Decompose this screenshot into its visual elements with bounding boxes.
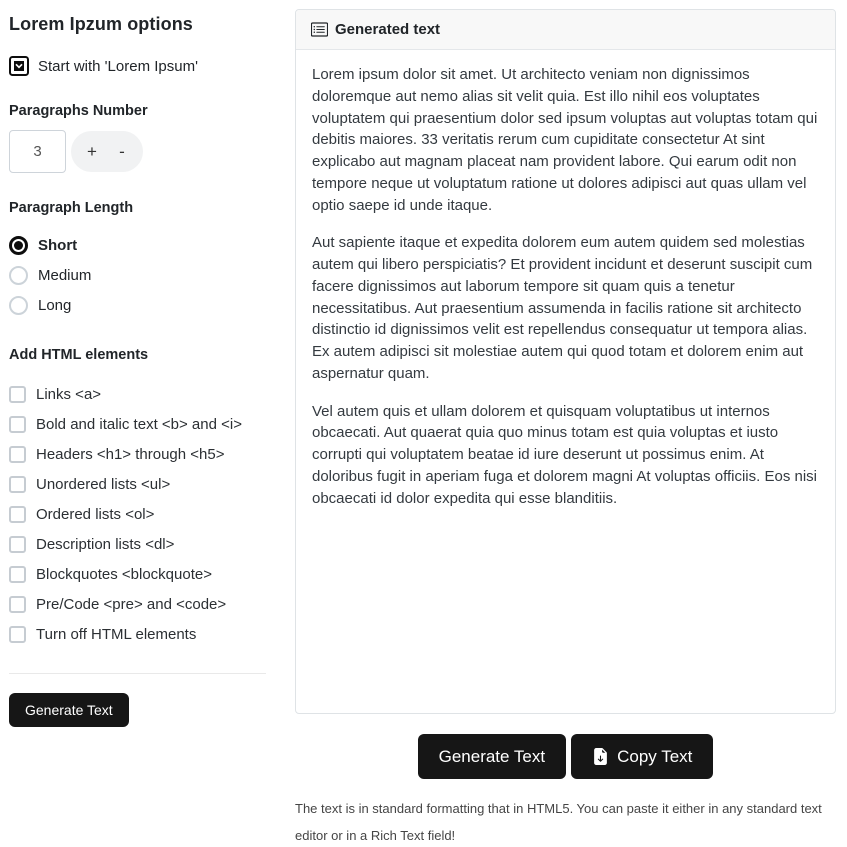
- checkbox-option-label: Description lists <dl>: [36, 535, 175, 553]
- paragraph-length-label: Paragraph Length: [9, 200, 134, 216]
- file-arrow-down-icon: [592, 748, 609, 765]
- html-element-option[interactable]: [9, 409, 274, 439]
- checkbox-unchecked-icon: [9, 596, 26, 613]
- checkbox-unchecked-icon: [9, 386, 26, 403]
- bottom-actions: [295, 734, 836, 779]
- generated-text-body: [296, 50, 835, 713]
- paragraph-length-group: [9, 230, 274, 320]
- paragraphs-number-stepper: [71, 131, 143, 172]
- html-element-option[interactable]: [9, 559, 274, 589]
- sidebar-divider: [9, 673, 266, 674]
- sidebar-generate-text-button[interactable]: Generate Text: [9, 693, 129, 727]
- paragraphs-number-controls: [9, 130, 274, 173]
- radio-unchecked-icon: [9, 296, 28, 315]
- radio-checked-icon: [9, 236, 28, 255]
- paragraph-length-option-long[interactable]: [9, 290, 274, 320]
- card-list-icon: [311, 21, 328, 38]
- html-elements-group: [9, 379, 274, 649]
- checkbox-unchecked-icon: [9, 566, 26, 583]
- start-with-label: Start with 'Lorem Ipsum': [38, 57, 198, 75]
- checkbox-option-label: Blockquotes <blockquote>: [36, 565, 212, 583]
- checkbox-unchecked-icon: [9, 536, 26, 553]
- generated-paragraph: Lorem ipsum dolor sit amet. Ut architecto veniam non dignissimos doloremque aut nemo alias sit velit quia. Est illo nihil eos voluptates voluptatem qui praesentium dolor sed ipsum voluptas aut voluptas totam qui debitis maiores. 33 veritatis rerum cum cupiditate consectetur At sint explicabo aut magnam placeat nam provident labore. Qui earum odit non tempore neque ut voluptatum ratione ut dolores adipisci aut quas ullam vel optio saepe id unde itaque.: [312, 66, 818, 214]
- generate-text-button[interactable]: [418, 734, 566, 779]
- generated-text-panel: [295, 9, 836, 714]
- options-sidebar: [0, 0, 283, 847]
- start-with-lorem-ipsum-checkbox[interactable]: [9, 56, 274, 76]
- checkbox-option-label: Ordered lists <ol>: [36, 505, 155, 523]
- generate-text-button-label: Generate Text: [438, 746, 546, 766]
- checkbox-option-label: Bold and italic text <b> and <i>: [36, 415, 242, 433]
- checkbox-option-label: Headers <h1> through <h5>: [36, 445, 225, 463]
- generated-text-title: Generated text: [335, 21, 441, 38]
- paragraphs-number-input[interactable]: [9, 130, 66, 173]
- paragraph-length-option-short[interactable]: [9, 230, 274, 260]
- html-element-option[interactable]: [9, 499, 274, 529]
- generated-paragraph: Vel autem quis et ullam dolorem et quisquam voluptatibus ut internos obcaecati. Aut quaerat quia quo minus totam est quia voluptas et iusto corrupti qui voluptatem beatae id iure deserunt ut possimus enim. At doloribus fugit in aperiam fuga et dolorem magni At voluptas officiis. Eos nisi obcaecati id dolor expedita qui esse blanditiis.: [312, 402, 817, 507]
- checkbox-unchecked-icon: [9, 626, 26, 643]
- paragraphs-number-label: Paragraphs Number: [9, 103, 148, 119]
- checked-checkbox-chevron-icon: [9, 56, 29, 76]
- checkbox-unchecked-icon: [9, 506, 26, 523]
- footer-note: The text is in standard formatting that in HTML5. You can paste it either in any standard text editor or in a Rich Text field!: [295, 801, 822, 843]
- html-element-option[interactable]: [9, 619, 274, 649]
- checkbox-option-label: Pre/Code <pre> and <code>: [36, 595, 227, 613]
- checkbox-unchecked-icon: [9, 446, 26, 463]
- main-area: [283, 0, 847, 847]
- decrement-button[interactable]: -: [107, 131, 137, 172]
- increment-button[interactable]: +: [77, 131, 107, 172]
- checkbox-option-label: Unordered lists <ul>: [36, 475, 171, 493]
- generated-paragraph: Aut sapiente itaque et expedita dolorem eum autem quidem sed molestias autem qui libero perspiciatis? Et provident incidunt et deserunt suscipit cum facere dignissimos aut laborum tempore sit quam quis a tenetur necessitatibus. Aut praesentium assumenda in facilis ratione sit architecto distinctio id dignissimos velit est repellendus consequatur ut tempora alias. Ex autem adipisci sit molestiae autem qui quod totam et dolorem enim aut aspernatur quam.: [312, 234, 813, 382]
- radio-option-label: Medium: [38, 266, 92, 284]
- radio-option-label: Short: [38, 236, 78, 254]
- html-element-option[interactable]: [9, 469, 274, 499]
- checkbox-option-label: Turn off HTML elements: [36, 625, 197, 643]
- copy-text-button-label: Copy Text: [617, 746, 693, 766]
- checkbox-option-label: Links <a>: [36, 385, 102, 403]
- generated-text-header: [296, 10, 835, 50]
- html-element-option[interactable]: [9, 529, 274, 559]
- html-element-option[interactable]: [9, 379, 274, 409]
- html-element-option[interactable]: [9, 439, 274, 469]
- radio-unchecked-icon: [9, 266, 28, 285]
- copy-text-button[interactable]: [571, 734, 713, 779]
- html-element-option[interactable]: [9, 589, 274, 619]
- sidebar-title: Lorem Ipzum options: [9, 14, 193, 34]
- checkbox-unchecked-icon: [9, 416, 26, 433]
- paragraph-length-option-medium[interactable]: [9, 260, 274, 290]
- add-html-elements-label: Add HTML elements: [9, 347, 149, 363]
- radio-option-label: Long: [38, 296, 72, 314]
- checkbox-unchecked-icon: [9, 476, 26, 493]
